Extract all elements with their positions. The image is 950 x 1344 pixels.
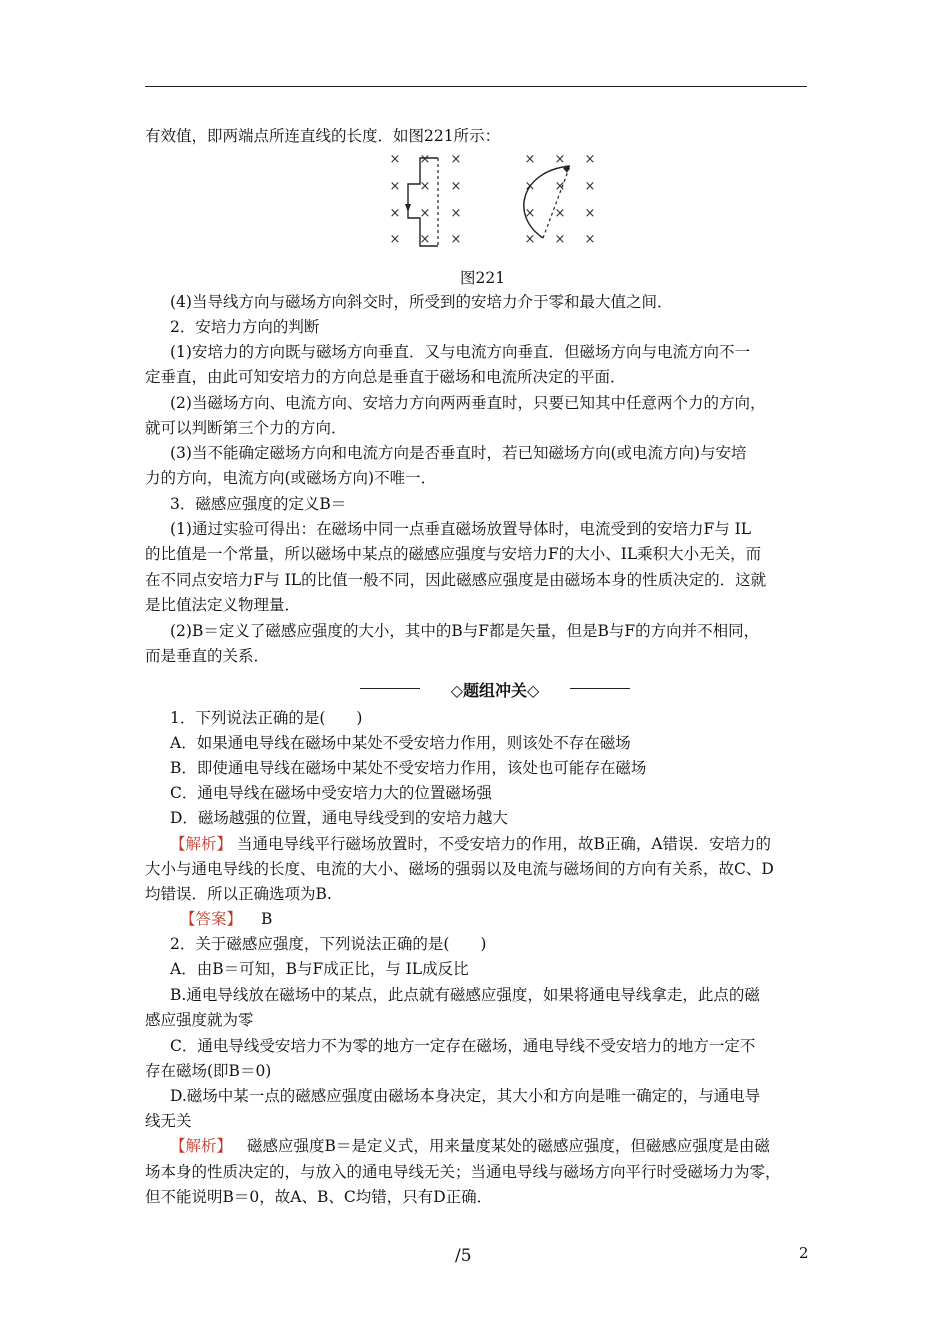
text-line: (1)通过实验可得出：在磁场中同一点垂直磁场放置导体时，电流受到的安培力F与 IL <box>170 520 752 538</box>
analysis-text: 当通电导线平行磁场放置时，不受安培力的作用，故B正确，A错误．安培力的 <box>236 835 772 853</box>
text-line: 的比值是一个常量，所以磁场中某点的磁感应强度与安培力F的大小、IL乘积大小无关，而 <box>145 545 762 563</box>
cross-mark: × <box>450 179 462 194</box>
option-b: B.通电导线放在磁场中的某点，此点就有磁感应强度，如果将通电导线拿走，此点的磁 <box>170 986 760 1004</box>
text-line: 3．磁感应强度的定义B＝ <box>170 495 347 513</box>
analysis-text: 磁感应强度B＝是定义式，用来量度某处的磁感应强度，但磁感应强度是由磁 <box>246 1137 770 1155</box>
cross-mark: × <box>450 206 462 221</box>
analysis-line <box>170 834 771 854</box>
header-rule <box>145 86 807 87</box>
cross-mark: × <box>584 232 596 247</box>
page-total: /5 <box>455 1246 472 1266</box>
cross-mark: × <box>450 232 462 247</box>
option-a: A．如果通电导线在磁场中某处不受安培力作用，则该处不存在磁场 <box>170 734 631 752</box>
text-line: (3)当不能确定磁场方向和电流方向是否垂直时，若已知磁场方向(或电流方向)与安培 <box>170 444 747 462</box>
text-line: 而是垂直的关系． <box>145 647 270 665</box>
option-d: D．磁场越强的位置，通电导线受到的安培力越大 <box>170 809 508 827</box>
option-c: C．通电导线在磁场中受安培力大的位置磁场强 <box>170 784 492 802</box>
option-c: C．通电导线受安培力不为零的地方一定存在磁场，通电导线不受安培力的地方一定不 <box>170 1037 756 1055</box>
answer-value: B <box>260 910 273 928</box>
curved-wire <box>524 166 570 238</box>
cross-mark: × <box>584 152 596 167</box>
heading-rule-right <box>570 688 630 689</box>
text-line: (2)B＝定义了磁感应强度的大小，其中的B与F都是矢量，但是B与F的方向并不相同， <box>170 622 760 640</box>
figure-221 <box>380 146 620 258</box>
text-line: 但不能说明B＝0，故A、B、C均错，只有D正确． <box>145 1188 493 1206</box>
text-line: 线无关 <box>145 1112 192 1130</box>
cross-mark: × <box>554 232 566 247</box>
cross-mark: × <box>554 206 566 221</box>
answer-line <box>180 909 272 929</box>
section-heading <box>360 678 630 700</box>
section-title: ◇题组冲关◇ <box>450 681 540 700</box>
cross-mark: × <box>524 152 536 167</box>
cross-mark: × <box>419 179 431 194</box>
option-a: A．由B＝可知，B与F成正比，与 IL成反比 <box>170 960 469 978</box>
analysis-tag: 【解析】 <box>170 1137 233 1155</box>
cross-mark: × <box>389 206 401 221</box>
text-line: 是比值法定义物理量． <box>145 596 301 614</box>
text-line: (4)当导线方向与磁场方向斜交时，所受到的安培力介于零和最大值之间． <box>170 293 673 311</box>
cross-mark: × <box>419 206 431 221</box>
cross-mark: × <box>450 152 462 167</box>
text-line: 有效值，即两端点所连直线的长度．如图221所示： <box>145 127 501 145</box>
cross-mark: × <box>389 179 401 194</box>
analysis-tag: 【解析】 <box>170 835 233 853</box>
curved-chord <box>543 166 570 238</box>
question-stem: 2．关于磁感应强度，下列说法正确的是( ) <box>170 935 487 953</box>
analysis-line <box>170 1136 770 1156</box>
text-line: 存在磁场(即B＝0) <box>145 1062 272 1080</box>
option-b: B．即使通电导线在磁场中某处不受安培力作用，该处也可能存在磁场 <box>170 759 647 777</box>
text-line: 均错误．所以正确选项为B. <box>145 885 332 903</box>
question-stem: 1．下列说法正确的是( ) <box>170 709 363 727</box>
text-line: 场本身的性质决定的，与放入的通电导线无关；当通电导线与磁场方向平行时受磁场力为零， <box>145 1163 781 1181</box>
text-line: 2．安培力方向的判断 <box>170 318 320 336</box>
answer-tag: 【答案】 <box>180 910 243 928</box>
cross-mark: × <box>584 206 596 221</box>
cross-mark: × <box>524 179 536 194</box>
heading-rule-left <box>360 688 420 689</box>
cross-mark: × <box>419 232 431 247</box>
text-line: 定垂直，由此可知安培力的方向总是垂直于磁场和电流所决定的平面． <box>145 368 626 386</box>
arrow-head <box>405 204 411 212</box>
text-line: 大小与通电导线的长度、电流的大小、磁场的强弱以及电流与磁场间的方向有关系，故C、D <box>145 860 774 878</box>
option-d: D.磁场中某一点的磁感应强度由磁场本身决定，其大小和方向是唯一确定的，与通电导 <box>170 1087 761 1105</box>
page-number: 2 <box>799 1244 809 1262</box>
cross-mark: × <box>389 232 401 247</box>
text-line: (2)当磁场方向、电流方向、安培力方向两两垂直时，只要已知其中任意两个力的方向， <box>170 394 766 412</box>
text-line: 就可以判断第三个力的方向． <box>145 419 347 437</box>
cross-mark: × <box>389 152 401 167</box>
text-line: 在不同点安培力F与 IL的比值一般不同，因此磁感应强度是由磁场本身的性质决定的．这就 <box>145 571 767 589</box>
text-line: (1)安培力的方向既与磁场方向垂直．又与电流方向垂直．但磁场方向与电流方向不一 <box>170 343 750 361</box>
cross-mark: × <box>524 232 536 247</box>
cross-mark: × <box>419 152 431 167</box>
cross-mark: × <box>554 179 566 194</box>
text-line: 感应强度就为零 <box>145 1011 254 1029</box>
cross-mark: × <box>524 206 536 221</box>
cross-mark: × <box>584 179 596 194</box>
text-line: 力的方向，电流方向(或磁场方向)不唯一． <box>145 469 437 487</box>
figure-caption: 图221 <box>460 269 506 287</box>
cross-mark: × <box>554 152 566 167</box>
